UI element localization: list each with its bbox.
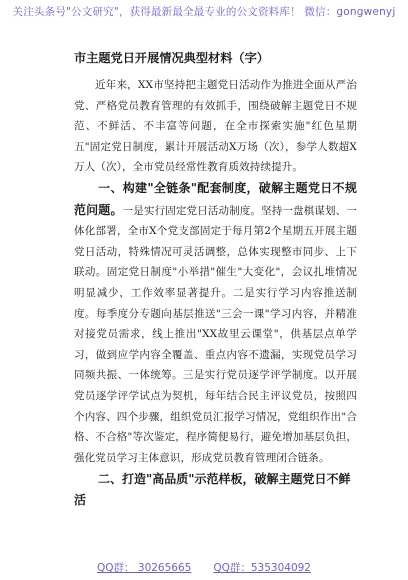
intro-paragraph: 近年来，XX市坚持把主题党日活动作为推进全面从严治党、严格党员教育管理的有效抓手，围绕破解主题党日不规范、不鲜活、不丰富等问题，在全市探索实施"红色星期五"固定党日制度，累计开展活动X万场（次），参学人数超X万人（次），全市党员经常性教育质效持续提升。 (74, 79, 357, 174)
section-2-heading: 二、打造"高品质"示范样板，破解主题党日不鲜活 (74, 472, 351, 507)
section-1-body: 一是实行固定党日活动制度。坚持一盘棋谋划、一体化部署，全市X个党支部固定于每月第2个星期五开展主题党日活动，特殊情况可灵活调整，总体实现整市同步、上下联动。固定党日制度"小举措"催生"大变化"，会议扎堆情况明显减少，工作效率显著提升。二是实行学习内容推送制度。每季度分专题向基层推送"三会一课"学习内容，并精准对接党员需求，线上推出"XX故里云课堂"，供基层点单学习，做到应学内容全覆盖、重点内容不遗漏，实现党员学习同频共振、一体统筹。三是实行党员逐学评学制度。以开展党员逐学评学试点为契机，每年结合民主评议党员，按照四个内容、四个步骤，组织党员汇报学习情况，党组织作出"合格、不合格"等次鉴定，程序简便易行，避免增加基层负担，强化党员学习主体意识，形成党员教育管理闭合链条。 (74, 204, 357, 464)
qq-group-1: QQ群： 30265665 (97, 562, 192, 574)
top-banner: 关注头条号"公文研究"，获得最新最全最专业的公文资料库！ 微信：gongwenyj (12, 6, 396, 18)
footer (0, 560, 408, 575)
section-1-paragraph (74, 178, 357, 468)
document-body (74, 48, 357, 510)
page-title: 市主题党日开展情况典型材料（字） (74, 51, 269, 65)
section-1-heading: 一、构建"全链条"配套制度，破解主题党日不规范问题。 (74, 180, 357, 217)
qq-group-2: QQ群：535304092 (213, 562, 311, 574)
